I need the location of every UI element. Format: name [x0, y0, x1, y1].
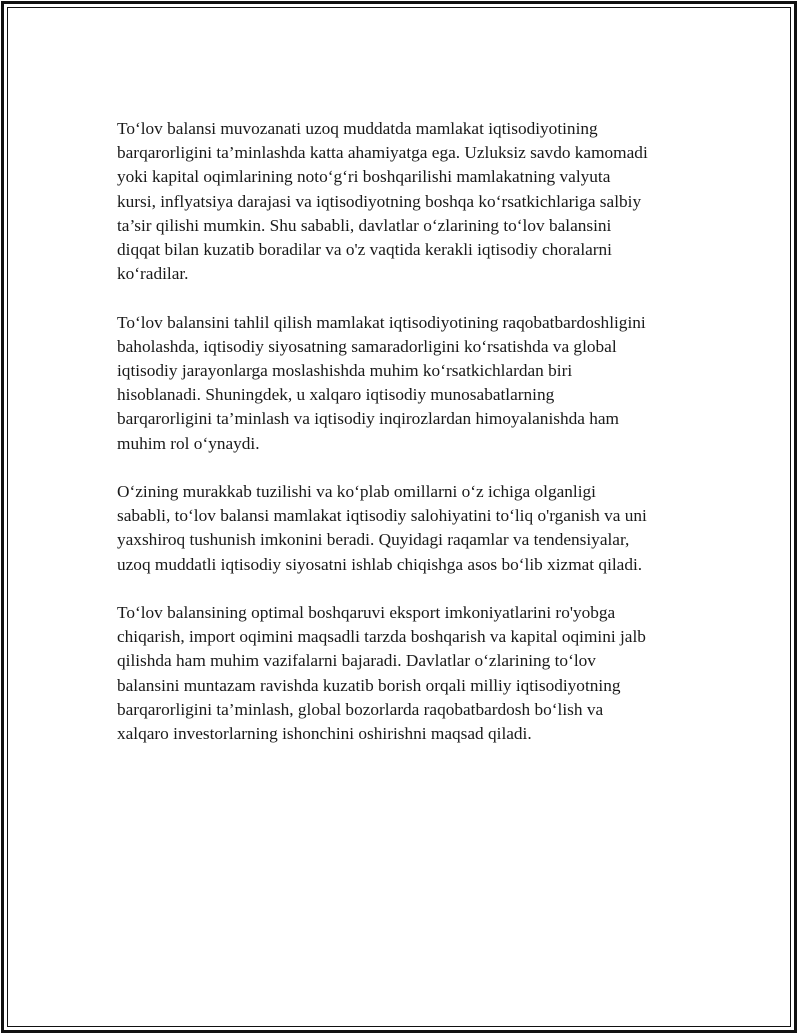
text-line: yoki kapital oqimlarining noto‘g‘ri boshqarilishi mamlakatning valyuta	[117, 167, 611, 187]
text-line: To‘lov balansi muvozanati uzoq muddatda mamlakat iqtisodiyotining	[117, 119, 598, 138]
text-line: xalqaro investorlarning ishonchini oshirishni maqsad qiladi.	[117, 724, 532, 744]
text-line: To‘lov balansini tahlil qilish mamlakat iqtisodiyotining raqobatbardoshligini	[117, 312, 646, 332]
text-line: hisoblanadi. Shuningdek, u xalqaro iqtisodiy munosabatlarning	[117, 385, 555, 405]
text-line: baholashda, iqtisodiy siyosatning samaradorligini ko‘rsatishda va global	[117, 336, 617, 356]
text-line: chiqarish, import oqimini maqsadli tarzda boshqarish va kapital oqimini jalb	[117, 627, 646, 647]
paragraph-2	[117, 311, 697, 456]
text-line: iqtisodiy jarayonlarga moslashishda muhim ko‘rsatkichlardan biri	[117, 361, 573, 381]
text-line: sababli, to‘lov balansi mamlakat iqtisodiy salohiyatini to‘liq o'rganish va uni	[117, 506, 647, 526]
document-body	[117, 117, 697, 770]
text-line: uzoq muddatli iqtisodiy siyosatni ishlab chiqishga asos bo‘lib xizmat qiladi.	[117, 554, 643, 574]
text-line: ta’sir qilishi mumkin. Shu sababli, davlatlar o‘zlarining to‘lov balansini	[117, 215, 612, 235]
text-line: qilishda ham muhim vazifalarni bajaradi. Davlatlar o‘zlarining to‘lov	[117, 651, 596, 671]
text-line: diqqat bilan kuzatib boradilar va o'z vaqtida kerakli iqtisodiy choralarni	[117, 240, 612, 260]
text-line: barqarorligini ta’minlash, global bozorlarda raqobatbardosh bo‘lish va	[117, 699, 604, 719]
text-line: barqarorligini ta’minlash va iqtisodiy inqirozlardan himoyalanishda ham	[117, 409, 619, 429]
text-line: kursi, inflyatsiya darajasi va iqtisodiyotning boshqa ko‘rsatkichlariga salbiy	[117, 191, 642, 211]
paragraph-1	[117, 117, 697, 286]
text-line: balansini muntazam ravishda kuzatib borish orqali milliy iqtisodiyotning	[117, 675, 621, 695]
text-line: ko‘radilar.	[117, 264, 189, 284]
text-line: yaxshiroq tushunish imkonini beradi. Quyidagi raqamlar va tendensiyalar,	[117, 530, 630, 550]
text-line: O‘zining murakkab tuzilishi va ko‘plab omillarni o‘z ichiga olganligi	[117, 482, 596, 502]
text-line: barqarorligini ta’minlashda katta ahamiyatga ega. Uzluksiz savdo kamomadi	[117, 143, 648, 163]
text-line: To‘lov balansining optimal boshqaruvi eksport imkoniyatlarini ro'yobga	[117, 603, 616, 623]
paragraph-3	[117, 480, 697, 577]
paragraph-4	[117, 601, 697, 746]
text-line: muhim rol o‘ynaydi.	[117, 433, 260, 453]
